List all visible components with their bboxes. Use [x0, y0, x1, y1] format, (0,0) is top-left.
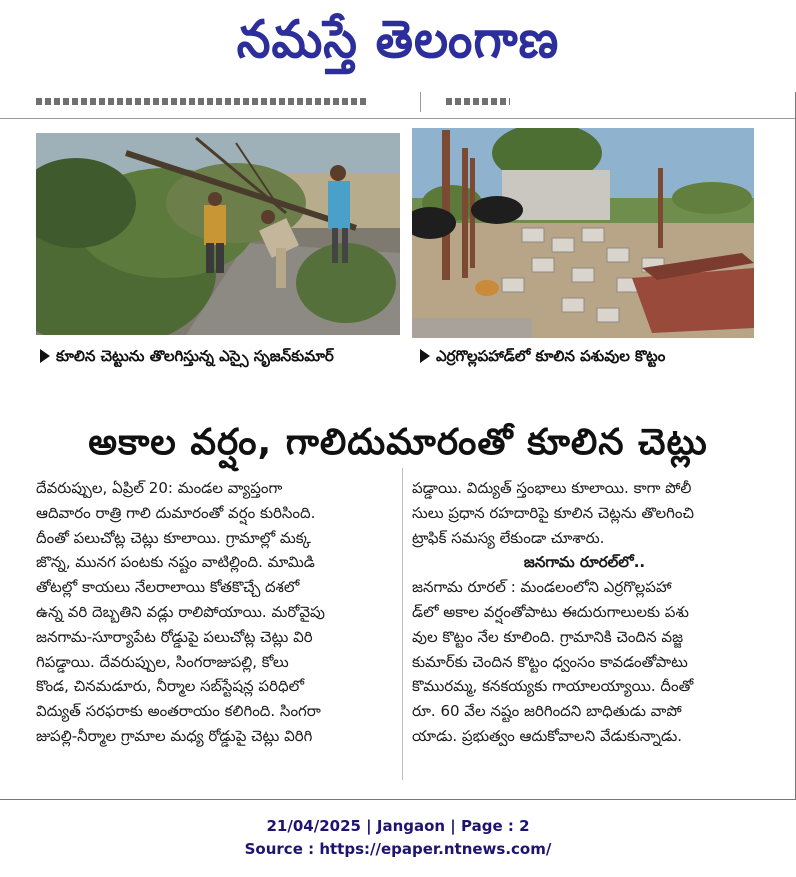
- article-column-right: [412, 476, 757, 749]
- masthead: [0, 0, 796, 92]
- footer-source: Source : https://epaper.ntnews.com/: [244, 840, 552, 858]
- footer-date-edition: 21/04/2025 | Jangaon | Page : 2: [266, 817, 530, 835]
- column-divider: [402, 468, 403, 780]
- article-line: ఆదివారం రాత్రి గాలి దుమారంతో వర్షం కురిసింది.: [36, 503, 316, 522]
- article-subhead: జనగామ రూరల్‌లో..: [523, 553, 646, 572]
- article-line: కుమార్‌కు చెందిన కొట్టం ధ్వంసం కావడంతోపాటు: [412, 652, 688, 671]
- article-line: యాడు. ప్రభుత్వం ఆదుకోవాలని వేడుకున్నాడు.: [412, 726, 683, 745]
- article-line: దీంతో పలుచోట్ల చెట్లు కూలాయి. గ్రామాల్లో మక్క: [36, 528, 311, 547]
- article-line: పడ్డాయి. విద్యుత్ స్తంభాలు కూలాయి. కాగా పోలీ: [412, 479, 692, 497]
- article-line: కొమురమ్మ, కనకయ్యకు గాయాలయ్యాయి. దీంతో: [412, 677, 694, 696]
- article-line: ట్రాఫిక్ సమస్య లేకుండా చూశారు.: [412, 528, 605, 547]
- caption-arrow-icon: [420, 349, 430, 363]
- article-line: తోటల్లో కాయలు నేలరాలాయి కోతకొచ్చే దశలో: [36, 578, 300, 597]
- article-line: జనగామ-సూర్యాపేట రోడ్డుపై పలుచోట్ల చెట్లు విరి: [36, 627, 313, 646]
- photo-left-caption: [40, 347, 334, 369]
- photo-right-caption-text: ఎర్రగొల్లపహాడ్‌లో కూలిన పశువుల కొట్టం: [436, 347, 666, 365]
- article-column-left: [36, 476, 394, 749]
- article-line: ఉన్న వరి దెబ్బతిని వడ్లు రాలిపోయాయి. మరోవైపు: [36, 602, 326, 621]
- photo-fallen-tree-image: [36, 133, 400, 335]
- article-line: కొండ, చినమడూరు, నీర్మాల సబ్‌స్టేషన్ల పరిధిలో: [36, 677, 305, 696]
- article-line: జుపల్లి-నీర్మాల గ్రామాల మధ్య రోడ్డుపై చెట్లు విరిగి: [36, 726, 313, 745]
- article-line: దేవరుప్పుల, ఏప్రిల్ 20: మండల వ్యాప్తంగా: [36, 479, 283, 497]
- photo-left-caption-text: కూలిన చెట్టును తొలగిస్తున్న ఎస్సై సృజన్‌కుమార్: [56, 347, 334, 365]
- article-line: రూ. 60 వేల నష్టం జరిగిందని బాధితుడు వాపో: [412, 702, 682, 721]
- photo-fallen-tree: [36, 133, 400, 335]
- newspaper-logo: నమస్తే తెలంగాణ: [236, 9, 560, 70]
- article-line: డ్‌లో అకాల వర్షంతోపాటు ఈదురుగాలులకు పశు: [412, 602, 689, 621]
- article-line: వుల కొట్టం నేల కూలింది. గ్రామానికి చెందిన వజ్జ: [412, 627, 684, 646]
- article-line: జొన్న, మునగ పంటకు నష్టం వాటిల్లింది. మామిడి: [36, 553, 315, 572]
- article-line: సులు ప్రధాన రహదారిపై కూలిన చెట్లను తొలగించి: [412, 503, 694, 522]
- photo-collapsed-shed-image: [412, 128, 754, 338]
- article-line: గిపడ్డాయి. దేవరుప్పుల, సింగరాజుపల్లి, కోలు: [36, 652, 289, 671]
- photo-right-caption: [420, 347, 665, 369]
- article-line: విద్యుత్ సరఫరాకు అంతరాయం కలిగింది. సింగరా: [36, 702, 321, 721]
- article-headline: అకాల వర్షం, గాలిదుమారంతో కూలిన చెట్లు: [88, 422, 708, 464]
- photo-collapsed-shed: [412, 128, 754, 338]
- caption-arrow-icon: [40, 349, 50, 363]
- article-line: జనగామ రూరల్ : మండలంలోని ఎర్రగొల్లపహా: [412, 578, 672, 597]
